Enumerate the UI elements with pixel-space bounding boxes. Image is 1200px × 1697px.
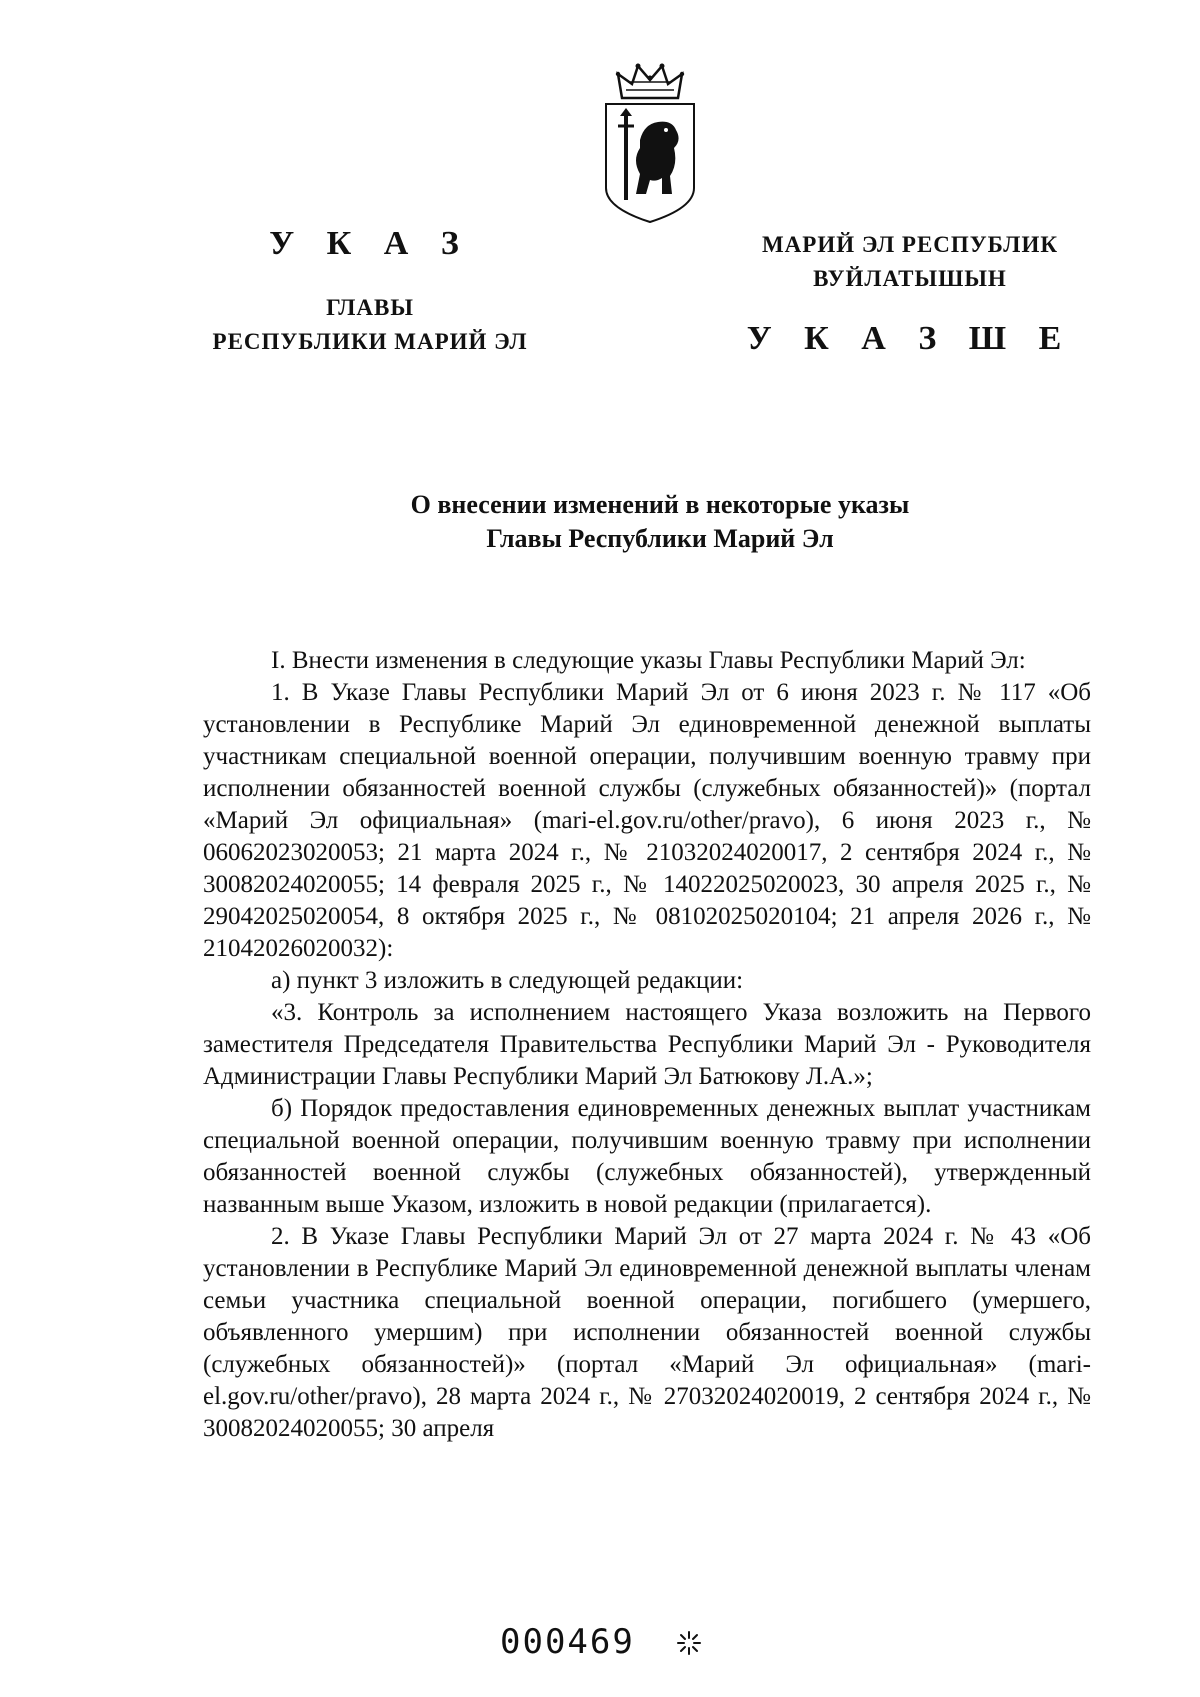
- paragraph: 2. В Указе Главы Республики Марий Эл от 27 марта 2024 г. № 43 «Об установлении в Республике Марий Эл единовременной денежной выплаты членам семьи участника специальной военной операции, погибшего (умершего, объявленного умершим) при исполнении обязанностей военной службы (служебных обязанностей)» (портал «Марий Эл официальная» (mari-el.gov.ru/other/pravo), 28 марта 2024 г., № 27032024020019, 2 сентября 2024 г., № 30082024020055; 30 апреля: [203, 1223, 1091, 1442]
- header-left: [200, 225, 540, 359]
- document-title: [160, 488, 1160, 556]
- serial-number: 000469: [500, 1622, 635, 1662]
- issuer-line-mari-2: ВУЙЛАТЫШЫН: [813, 266, 1007, 291]
- security-mark-icon: [676, 1630, 702, 1656]
- issuer-line-2: РЕСПУБЛИКИ МАРИЙ ЭЛ: [212, 329, 528, 354]
- coat-of-arms-emblem: [600, 60, 700, 225]
- paragraph: «3. Контроль за исполнением настоящего Указа возложить на Первого заместителя Председателя Правительства Республики Марий Эл - Руководителя Администрации Главы Республики Марий Эл Батюкову Л.А.»;: [203, 999, 1091, 1090]
- issuer-line-1: ГЛАВЫ: [326, 295, 414, 320]
- document-title-line-1: О внесении изменений в некоторые указы: [410, 490, 910, 519]
- issuer-line-mari-1: МАРИЙ ЭЛ РЕСПУБЛИК: [761, 232, 1059, 257]
- decree-title-mari: У К А З Ш Е: [746, 320, 1074, 357]
- paragraph: а) пункт 3 изложить в следующей редакции:: [271, 967, 744, 994]
- paragraph: I. Внести изменения в следующие указы Главы Республики Марий Эл:: [271, 647, 1026, 674]
- document-body: [203, 645, 1091, 1445]
- header-right: [700, 228, 1120, 358]
- document-title-line-2: Главы Республики Марий Эл: [486, 524, 834, 553]
- paragraph: 1. В Указе Главы Республики Марий Эл от 6 июня 2023 г. № 117 «Об установлении в Республике Марий Эл единовременной денежной выплаты участникам специальной военной операции, получившим военную травму при исполнении обязанностей военной службы (служебных обязанностей)» (портал «Марий Эл официальная» (mari-el.gov.ru/other/pravo), 6 июня 2023 г., № 06062023020053; 21 марта 2024 г., № 21032024020017, 2 сентября 2024 г., № 30082024020055; 14 февраля 2025 г., № 14022025020023, 30 апреля 2025 г., № 29042025020054, 8 октября 2025 г., № 08102025020104; 21 апреля 2026 г., № 21042026020032):: [203, 679, 1091, 962]
- paragraph: б) Порядок предоставления единовременных денежных выплат участникам специальной военной операции, получившим военную травму при исполнении обязанностей военной службы (служебных обязанностей), утвержденный названным выше Указом, изложить в новой редакции (прилагается).: [203, 1095, 1091, 1218]
- decree-title-ru: У К А З: [269, 225, 471, 262]
